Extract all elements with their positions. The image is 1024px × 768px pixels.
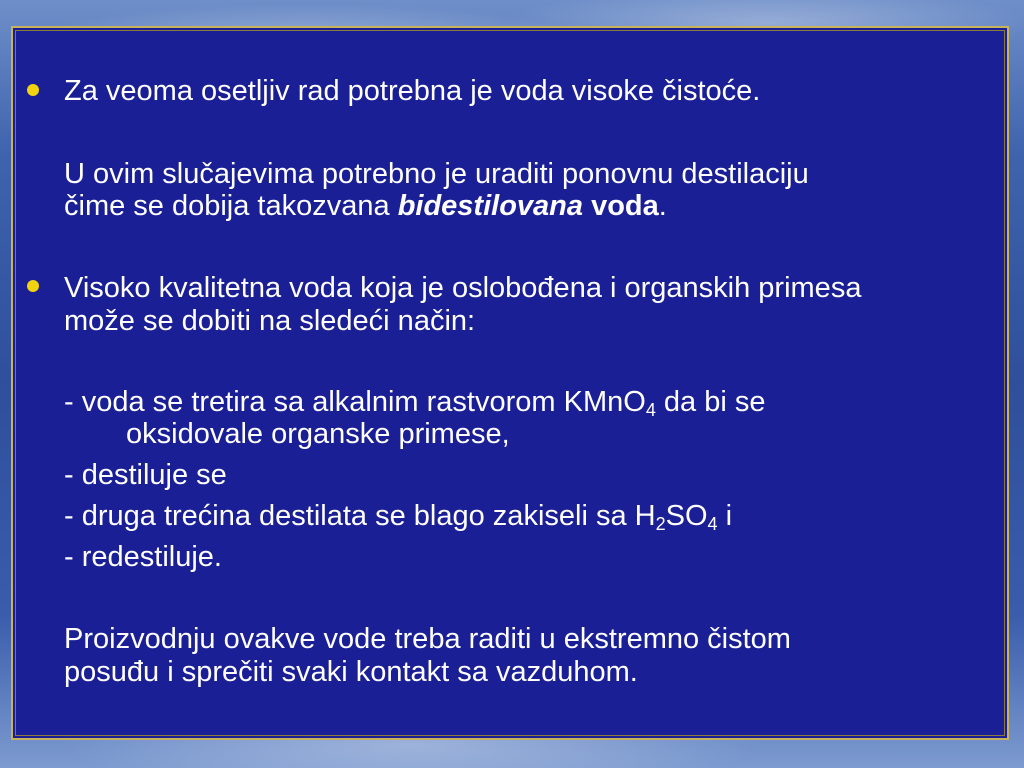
bullet-icon: [27, 280, 39, 292]
p2-voda: voda: [591, 190, 659, 222]
slide-frame: [11, 26, 1009, 740]
step-3-subscript-1: 2: [655, 514, 666, 534]
step-3: [64, 500, 732, 532]
step-3-subscript-2: 4: [707, 514, 718, 534]
step-4: - redestiluje.: [64, 541, 222, 573]
paragraph-2-line-1: U ovim slučajevima potrebno je uraditi ponovnu destilaciju: [64, 158, 809, 190]
step-3-end: i: [717, 500, 733, 532]
p2-period: .: [658, 190, 667, 222]
p2-bidestilovana: bidestilovana: [397, 190, 584, 222]
paragraph-4-line-2: posuđu i sprečiti svaki kontakt sa vazduhom.: [64, 656, 638, 688]
paragraph-4-line-1: Proizvodnju ovakve vode treba raditi u ekstremno čistom: [64, 623, 791, 655]
step-1-text: - voda se tretira sa alkalnim rastvorom KMnO: [64, 386, 646, 418]
step-1-text-end: da bi se: [655, 386, 766, 418]
p2-text-start: čime se dobija takozvana: [64, 190, 398, 222]
bullet-icon: [27, 84, 39, 96]
paragraph-3-line-1: Visoko kvalitetna voda koja je oslobođena i organskih primesa: [64, 272, 862, 304]
step-1-line-1: [64, 386, 765, 418]
paragraph-2-line-2: [64, 190, 667, 222]
step-2: - destiluje se: [64, 459, 227, 491]
step-1-subscript: 4: [645, 400, 656, 420]
slide-content: [13, 28, 1007, 738]
step-3-text: - druga trećina destilata se blago zakiseli sa H: [64, 500, 656, 532]
step-1-line-2: oksidovale organske primese,: [126, 418, 510, 450]
paragraph-1: Za veoma osetljiv rad potrebna je voda visoke čistoće.: [64, 75, 761, 107]
step-3-so: SO: [665, 500, 708, 532]
paragraph-3-line-2: može se dobiti na sledeći način:: [64, 305, 476, 337]
